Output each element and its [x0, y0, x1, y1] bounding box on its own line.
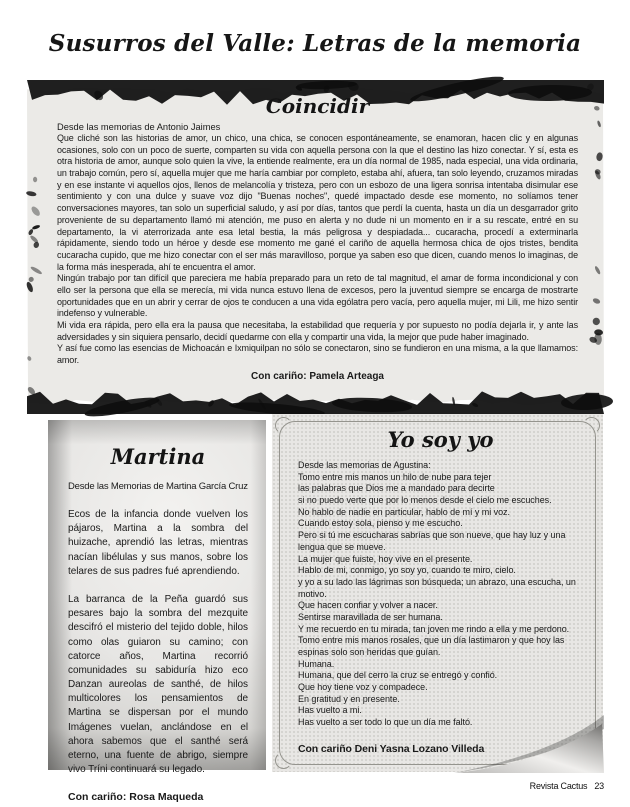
story-paragraph: La barranca de la Peña guardó sus pesares bajo la sombra del mezquite descifró el misterio del tejido doble, hilos como olas guiaron su camino; con catorce años, Martina recorrió comunidades su sabiduría hizo eco Danzan aureolas de santhé, de hilos multicolores los pensamientos de Martina se dispersan por el mundo Imágenes vuelan, anclándose en el ahora sabemos que el santhé será eterno, una fuente de abrigo, siempre vivo Tríni continuará su legado.: [68, 593, 248, 776]
poem-line: Has vuelto a ser todo lo que un día me faltó.: [298, 717, 473, 728]
poem-line: Tomo entre mis manos un hilo de nube para tejer: [298, 471, 492, 482]
poem-line: Y me recuerdo en tu mirada, tan joven me rindo a ella y me perdono.: [298, 623, 570, 634]
poem-line: Cuando estoy sola, pienso y me escucho.: [298, 518, 463, 529]
poem-line: y yo a su lado las lágrimas son búsqueda; un abrazo, una escucha, un motivo.: [298, 576, 576, 599]
corner-flourish-icon: [583, 417, 600, 434]
story-paragraph: Que cliché son las historias de amor, un chico, una chica, se conocen espontáneamente, se enamoran, hacen clic y en algunas ocasiones, solo con un poco de suerte, comparten su vida con aquella persona con la que el destino las hizo conectar. Y sí, esta es otra historia de amor, aunque solo quien la vive, la entiende realmente, era un día normal de 1985, nada especial, una vida ordinaria, un trabajo común, pero sí, aquella mujer que me haría cambiar por completo, estaba ahí, afuera, tan solo leyendo, cruzamos miradas y en ese instante vi aquellos ojos, llenos de melancolía y tristeza, pero con un esbozo de una ligera sonrisa intentaba disimular ese sentimiento y con una dulce y suave voz dijo "Buenas noches", quedé impactado desde ese momento, no solíamos tener conversaciones mayores, tan solo un superficial saludo, y así por días, tantos que perdí la cuenta, hasta un día un desgarrador grito proveniente de su departamento llamó mi atención, me puso en alerta y no dude ni un momento en ir a su rescate, entré en su departamento, la vi aterrorizada ante esa letal bestia, la más peligrosa y despiadada... cucaracha, procedí a exterminarla rápidamente, siendo todo un héroe y desde ese momento me gané el cariño de aquella hermosa chica de ojos tristes, bendita cucaracha cupido, que me hizo conectar con el ser más maravilloso, porque ya saben eso que dicen, cuando menos lo imaginas, de la forma más inesperada, ahí te encuentra el amor.: [57, 133, 578, 272]
coincidir-signature: Con cariño: Pamela Arteaga: [250, 370, 384, 382]
magazine-name: Revista Cactus: [529, 781, 588, 791]
page-curl-decoration: [454, 721, 604, 773]
martina-byline: Desde las Memorias de Martina García Cruz: [68, 481, 248, 492]
poem-line: Tomo entre mis manos rosales, que un día lastimaron y que hoy las espinas solo son heridas que guían.: [298, 635, 565, 657]
coincidir-section: [27, 80, 604, 414]
poem-line: Que hoy tiene voz y compadece.: [298, 682, 428, 693]
poem-line: las palabras que Dios me a mandado para decirte: [298, 483, 495, 494]
page-number: 23: [594, 781, 604, 791]
corner-flourish-icon: [275, 417, 292, 434]
story-paragraph: Ecos de la infancia donde vuelven los pájaros, Martina a la sombra del huizache, aprendió las letras, mientras nacían libélulas y sus manos, sobre los telares de sus padres fué aprendiendo.: [68, 509, 248, 577]
poem-line: Desde las memorias de Agustina:: [298, 460, 431, 470]
martina-section: [48, 420, 266, 804]
coincidir-title: Coincidir: [265, 94, 370, 118]
yo-soy-yo-signature: Con cariño Deni Yasna Lozano Villeda: [298, 742, 485, 755]
poem-line: Humana, que del cerro la cruz se entregó y confió.: [298, 670, 498, 681]
corner-flourish-icon: [275, 752, 292, 769]
story-paragraph: Ningún trabajo por tan difícil que pareciera me había preparado para un reto de tal magnitud, el amar de forma incondicional y con ello ser la persona que ella se merecía, mi vida nunca estuvo llena de excesos, pero la juventud siempre se encarga de mostrarte oportunidades que en un abrir y cerrar de ojos te conducen a una vida ególatra pero vacía, pero aquella mujer, mi Lili, me hizo sentir indefenso y vulnerable.: [57, 273, 578, 319]
poem-line: Sentirse maravillada de ser humana.: [298, 611, 443, 622]
poem-line: si no puedo verte que por lo menos desde el cielo me escuches.: [298, 495, 552, 506]
poem-line: Que hacen confiar y volver a nacer.: [298, 600, 438, 611]
coincidir-byline: Desde las memorias de Antonio Jaimes: [57, 122, 221, 132]
poem-line: Pero si tú me escucharas sabrías que son nueve, que hay luz y una lengua que se mueve.: [298, 530, 566, 552]
story-paragraph: Mi vida era rápida, pero ella era la pausa que necesitaba, la estabilidad que requería y por supuesto no podía dejarla ir, y ante las adversidades y sin siquiera pensarlo, decidí quedarme con ella y compartir una vida, la mejor que pude haber imaginado.: [57, 320, 578, 342]
story-paragraph: Y así fue como las esencias de Michoacán e Ixmiquilpan no sólo se conectaron, sino se fundieron en una misma, a la que llamamos: amor.: [57, 343, 578, 366]
page-title: Susurros del Valle: Letras de la memoria: [48, 30, 582, 57]
poem-line: Humana.: [298, 658, 335, 669]
poem-line: En gratitud y en presente.: [298, 693, 400, 704]
poem-line: Hablo de mi, conmigo, yo soy yo, cuando te miro, cielo.: [298, 565, 516, 576]
martina-signature: Con cariño: Rosa Maqueda: [68, 791, 204, 804]
poem-line: Has vuelto a mi.: [298, 705, 362, 716]
poem-line: La mujer que fuiste, hoy vive en el presente.: [298, 553, 473, 564]
martina-title: Martina: [110, 444, 206, 469]
yo-soy-yo-section: [272, 414, 603, 772]
yo-soy-yo-title: Yo soy yo: [387, 427, 494, 452]
poem-line: No hablo de nadie en particular, hablo de mí y mi voz.: [298, 506, 510, 517]
page-footer: [530, 781, 604, 791]
